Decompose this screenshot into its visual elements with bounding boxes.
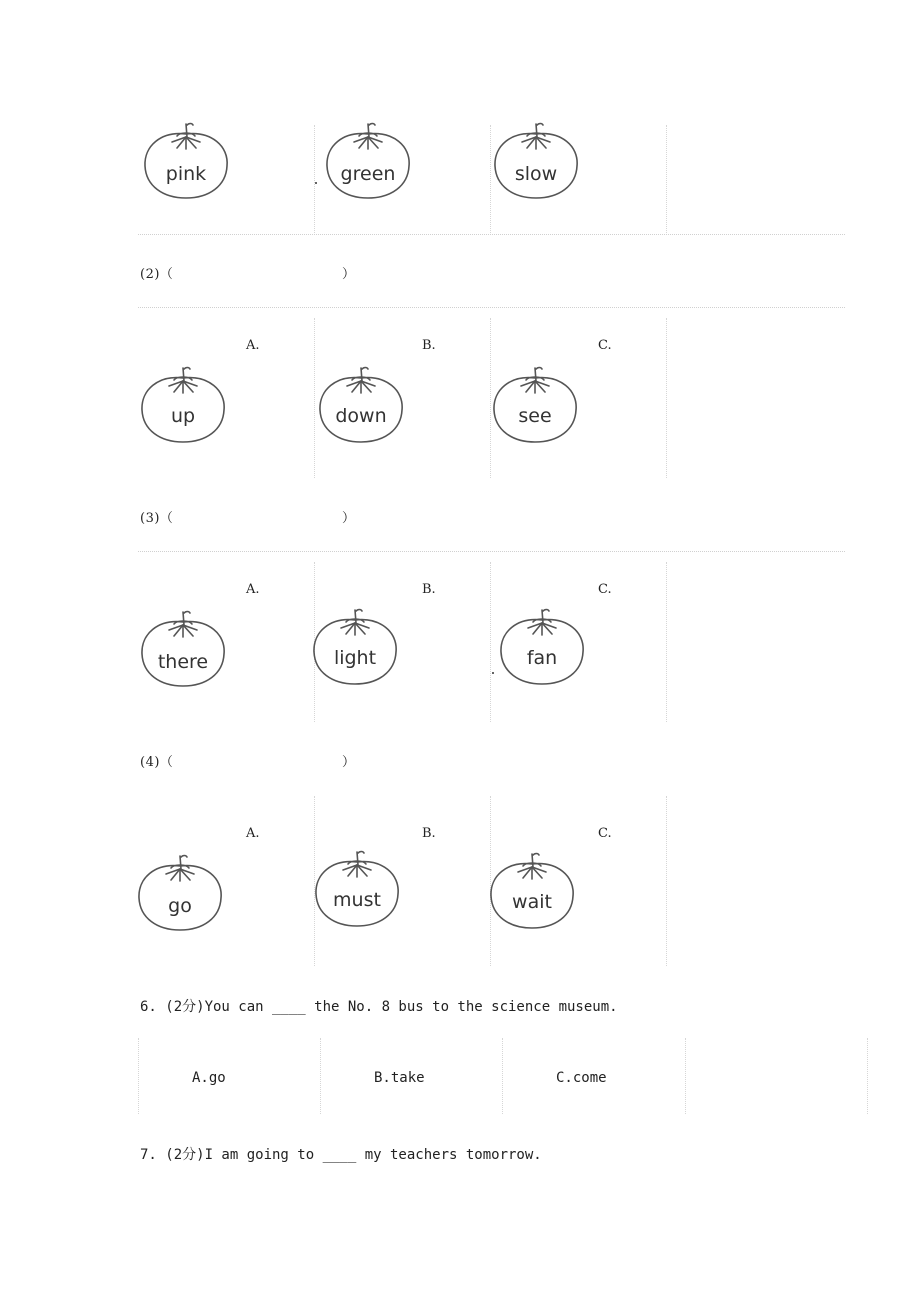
tomato-option-light[interactable]	[310, 604, 400, 692]
choice-a[interactable]: A.go	[192, 1070, 226, 1086]
cell-divider	[867, 1038, 868, 1114]
option-letter-a: A.	[246, 582, 260, 597]
option-letter-a: A.	[246, 338, 260, 353]
tomato-option-up[interactable]	[138, 362, 228, 450]
answer-paren-close: ）	[342, 267, 356, 282]
tomato-word: wait	[512, 891, 552, 913]
cell-divider	[666, 562, 667, 722]
answer-paren-close: ）	[342, 511, 356, 526]
question-6-text: 6. (2分)You can ____ the No. 8 bus to the science museum.	[140, 999, 618, 1015]
tomato-option-go[interactable]	[135, 850, 225, 938]
question-7-text: 7. (2分)I am going to ____ my teachers tomorrow.	[140, 1147, 542, 1163]
tomato-word: must	[333, 889, 381, 911]
tomato-option-fan[interactable]	[497, 604, 587, 692]
tomato-word: up	[170, 405, 196, 427]
cell-divider	[685, 1038, 686, 1114]
row-separator	[138, 307, 845, 308]
tomato-word: there	[157, 651, 209, 673]
tomato-option-slow[interactable]	[491, 118, 581, 206]
stray-dot	[315, 182, 317, 184]
tomato-word: see	[518, 405, 552, 427]
option-letter-c: C.	[598, 582, 612, 597]
tomato-option-wait[interactable]	[487, 848, 577, 936]
tomato-word: pink	[165, 163, 207, 185]
option-letter-b: B.	[422, 826, 436, 841]
option-letter-c: C.	[598, 826, 612, 841]
cell-divider	[502, 1038, 503, 1114]
row-separator	[138, 234, 845, 235]
cell-divider	[320, 1038, 321, 1114]
tomato-option-green[interactable]	[323, 118, 413, 206]
choice-b[interactable]: B.take	[374, 1070, 425, 1086]
tomato-word: slow	[514, 163, 558, 185]
tomato-word: light	[333, 647, 377, 669]
tomato-option-pink[interactable]	[141, 118, 231, 206]
tomato-option-see[interactable]	[490, 362, 580, 450]
tomato-word: green	[340, 163, 396, 185]
cell-divider	[314, 318, 315, 478]
cell-divider	[138, 1038, 139, 1114]
option-letter-b: B.	[422, 338, 436, 353]
cell-divider	[314, 125, 315, 233]
tomato-word: fan	[526, 647, 558, 669]
choice-c[interactable]: C.come	[556, 1070, 607, 1086]
tomato-option-down[interactable]	[316, 362, 406, 450]
option-letter-c: C.	[598, 338, 612, 353]
answer-paren-close: ）	[342, 755, 356, 770]
tomato-option-must[interactable]	[312, 846, 402, 934]
cell-divider	[666, 125, 667, 233]
tomato-option-there[interactable]	[138, 606, 228, 694]
option-letter-b: B.	[422, 582, 436, 597]
option-letter-a: A.	[246, 826, 260, 841]
cell-divider	[490, 562, 491, 722]
question-label: (4)（	[140, 755, 174, 770]
tomato-word: go	[168, 895, 192, 917]
row-separator	[138, 551, 845, 552]
tomato-word: down	[335, 405, 387, 427]
question-label: (2)（	[140, 267, 174, 282]
stray-dot	[492, 672, 494, 674]
cell-divider	[666, 318, 667, 478]
cell-divider	[666, 796, 667, 966]
question-label: (3)（	[140, 511, 174, 526]
